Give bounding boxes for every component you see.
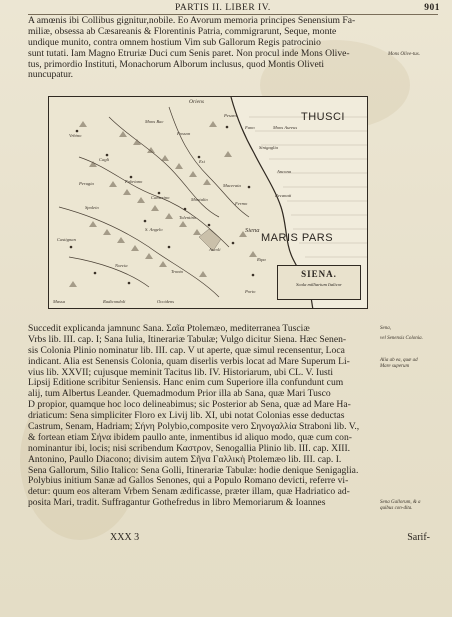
side-note-alia: Alia ab ea, quæ ad Mare superum (380, 358, 418, 369)
map-label: Fosson (177, 131, 191, 136)
text-line: indicant. Alia est Senensis Colonia, quam diserlis verbis locat ad Mare Superum Li- (28, 355, 350, 367)
body-paragraph (28, 324, 373, 509)
text-line: sunt tutati. Iam Magno Etruriæ Duci cum Senis paret. Non procul inde Mons Olive- (28, 47, 350, 59)
text-line: Vrbs lib. III. cap. I; Sana Iulia, Itinerariæ Tabulæ; Vulgo dicitur Siena. Hæc Senen- (28, 333, 347, 345)
side-note-gallorum: Sena Gallorum, & a quibus con-dita. (380, 500, 421, 511)
map-label: Castignan (57, 237, 76, 242)
text-line: driaticum: Sena simpliciter Floro ex Livij lib. XI, ubi notat Colonias esse deductas (28, 410, 345, 422)
map-engraving (48, 96, 368, 309)
map-label: Fano (245, 125, 255, 130)
text-line: nuncupatur. (28, 69, 74, 81)
cartouche-title: SIENA. (301, 269, 337, 279)
text-line: Castrum, Senam, Hadriam; Σήνη Polybio,composite vero Σηνογαλλία Straboni lib. V., (28, 421, 360, 433)
map-label: Ripa (257, 257, 266, 262)
map-label: Recanati (275, 193, 292, 198)
text-line: D propior, quamque hoc loco delineabimus; sic Posterior ab Sena, quæ ad Mare Ha- (28, 399, 351, 411)
top-paragraph (28, 16, 373, 81)
map-label: Siena (245, 227, 260, 234)
map-label: Norcia (115, 263, 128, 268)
map-label: Vrbino (69, 133, 82, 138)
catchword: Sarif- (407, 532, 430, 543)
map-cartouche (277, 265, 361, 300)
map-label-maris: MARIS PARS (261, 232, 334, 244)
map-label: Montalto (191, 197, 208, 202)
map-label: Mons Bac (145, 119, 164, 124)
text-line: posita Mari, tradit. Suffragantur Gothefredus in libro Memoriarum & Ioannes (28, 497, 326, 509)
text-line: Polybius initium Sanæ ad Gallos Senones, qui a Populo Romano devicti, referre vi- (28, 475, 349, 487)
text-line: A amœnis ibi Collibus gignitur,nobile. Eo Avorum memoria principes Senensium Fa- (28, 15, 356, 26)
map-label: S. Angelo (145, 227, 163, 232)
map-label: Porto (245, 289, 256, 294)
map-label: Fabriano (125, 179, 143, 184)
text-line: vius lib. XXVII; cujusque meminit Tacitus lib. IV. Historiarum, ubi CL. V. Iusti (28, 366, 334, 378)
page-number: 901 (424, 3, 440, 13)
text-line: & fortean etiam Σήνα ibidem paullo ante, inmentibus id aliquo modo, quæ cum con- (28, 431, 352, 443)
text-line: tus, primordio Instituti, Monachorum Alborum inclusus, quod Montis Oliveti (28, 58, 325, 70)
map-label-thusci: THUSCI (301, 111, 345, 123)
map-label: Tolentino (179, 215, 197, 220)
map-label: Radicondoli (103, 299, 126, 304)
map-label: Spoleto (85, 205, 99, 210)
text-line: undique munito, contra omnem hostium Vim sub Gallorum Regis patrocinio (28, 36, 321, 48)
map-label: Mons Aureus (273, 125, 298, 130)
signature-mark: XXX 3 (110, 532, 140, 543)
map-label: Ancona (277, 169, 292, 174)
text-line: Antonino, Paullo Diacono; divisim autem Σῆνα Γαλλικὴ Ptolemæo lib. III. cap. I. (28, 453, 342, 465)
text-line: alij, tum Albertus Leander. Quemadmodum Prior illa ab Sana, quæ Mari Tusco (28, 388, 331, 400)
map-label: Esi (199, 159, 205, 164)
map-label: Camerino (151, 195, 170, 200)
map-label: Oriens (189, 99, 204, 105)
side-note-colonia: vel Senensis Colonia. (380, 336, 423, 341)
side-note-sena: Sena, (380, 326, 391, 331)
text-line: Succedit explicanda jamnunc Sana. Σαῖα Ptolemæo, mediterranea Tusciæ (28, 323, 310, 334)
map-label: Cagli (99, 157, 110, 162)
map-label: Occidens (157, 299, 175, 304)
text-line: nominantur ibi, locis; nisi scribendum Καστρον, Senogallia Plinio lib. III. cap. XIII. (28, 442, 351, 454)
map-label: Macerata (223, 183, 241, 188)
map-label: Pesaro (224, 113, 237, 118)
map-label: Fermo (235, 201, 248, 206)
text-line: miliæ, obsessa ab Cæsareanis & Florentinis Patria, commigrarunt, Seque, monte (28, 25, 337, 37)
side-note-mons: Mons Olive-tus. (388, 52, 420, 57)
map-label: Sinigaglia (259, 145, 278, 150)
map-label: Tronto (171, 269, 184, 274)
text-line: Sena Gallorum, Silio Italico: Sena Golli, Itinerariæ Tabulæ: hodie denique Senigaglia. (28, 464, 359, 476)
map-label: Massa (53, 299, 65, 304)
text-line: detur: quum eos alteram Vrbem Senam ædificasse, præter illam, quæ Hadriatico ad- (28, 486, 350, 498)
text-line: Lipsij Editione scribitur Seniensis. Hanc enim cum Superiore illa confundunt cum (28, 377, 344, 389)
map-label: Ascoli (209, 247, 221, 252)
text-line: sis Colonia Plinio nominatur lib. III. cap. V ut aperte, quæ simul recensentur, Loca (28, 344, 345, 356)
running-title: PARTIS II. LIBER IV. (175, 3, 271, 13)
map-label: Perugia (79, 181, 94, 186)
cartouche-scale: Scala milliarium Italicor (296, 282, 342, 287)
